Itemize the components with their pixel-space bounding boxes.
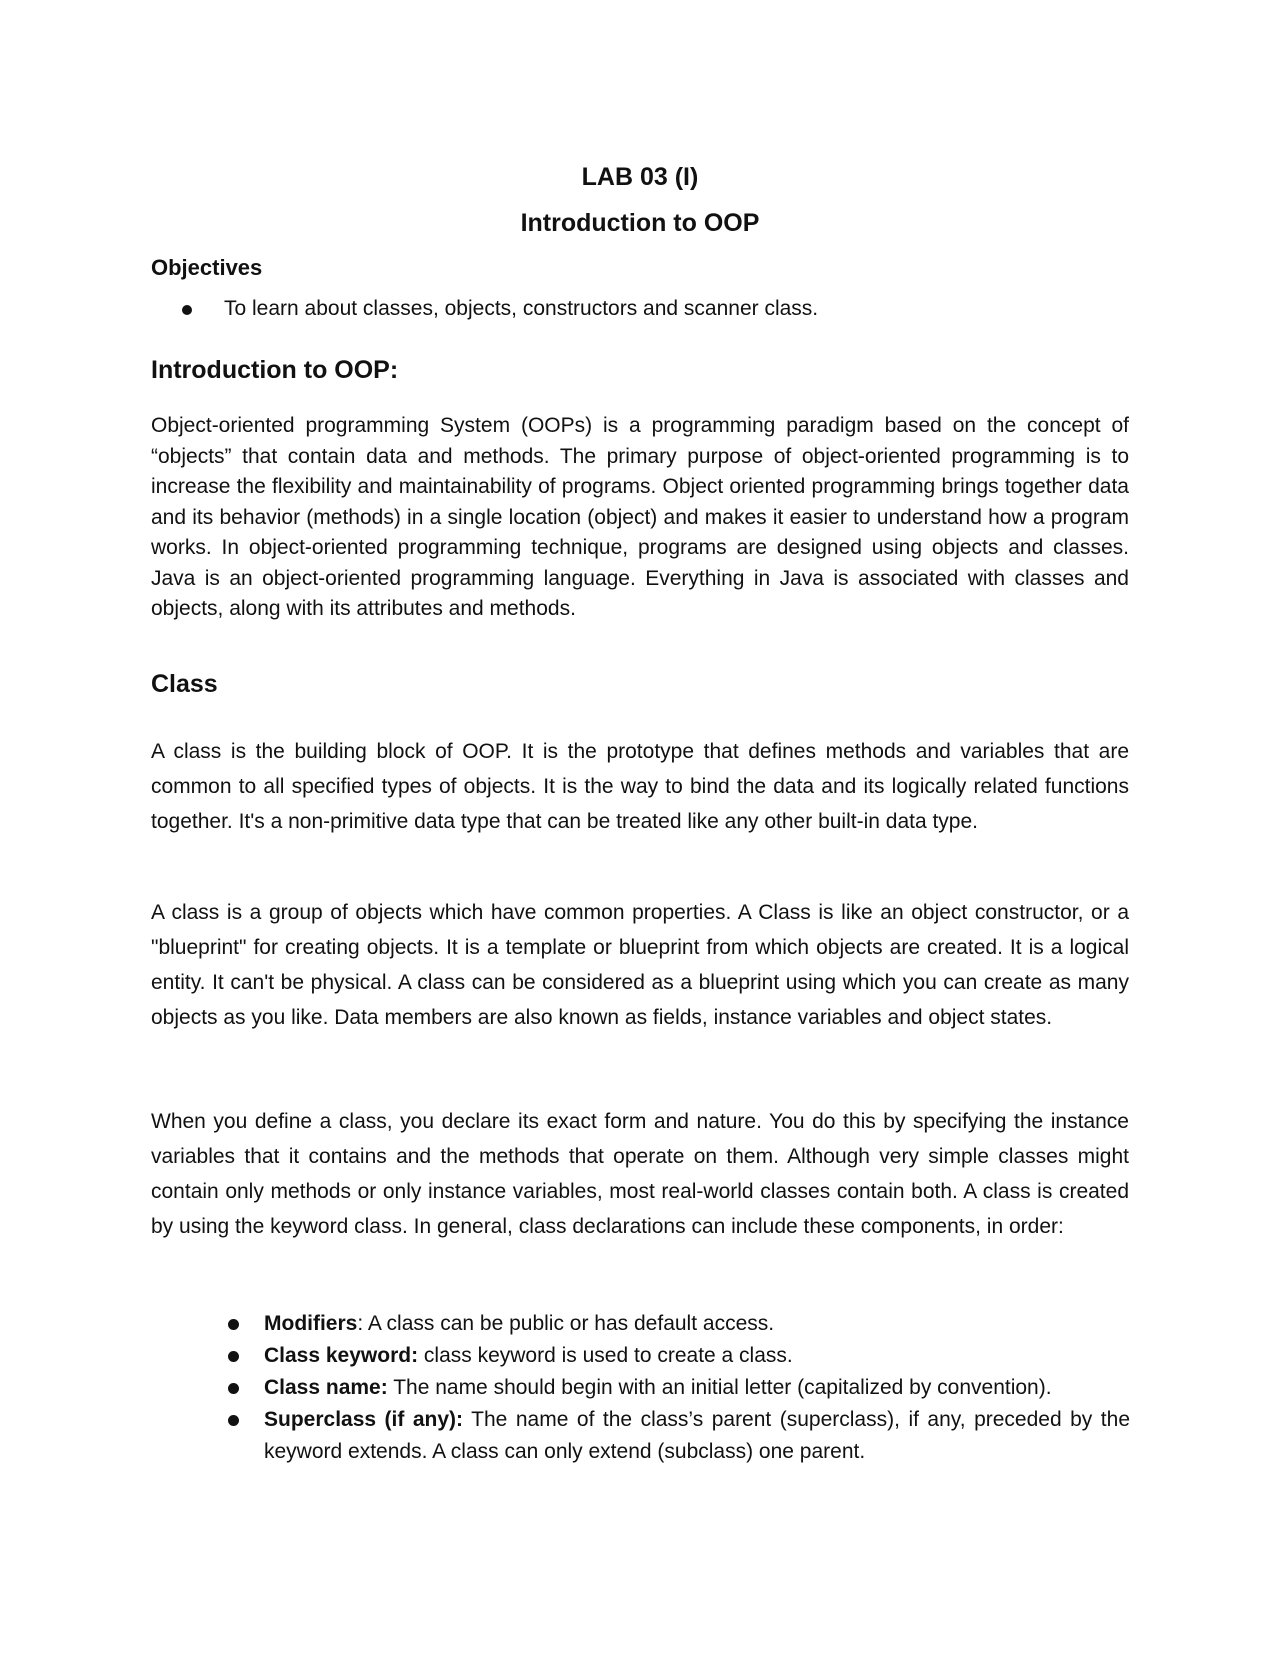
- class-paragraph-1: A class is the building block of OOP. It is the prototype that defines methods and variables that are common to all specified types of objects. It is the way to bind the data and its logically related functions together. It's a non-primitive data type that can be treated like any other built-in data type.: [151, 740, 1129, 833]
- bullet-icon: [228, 1383, 239, 1394]
- class-heading: Class: [151, 670, 218, 698]
- bullet-icon: [228, 1415, 239, 1426]
- bullet-icon: [182, 305, 192, 315]
- intro-heading: Introduction to OOP:: [151, 356, 399, 384]
- objectives-heading: Objectives: [151, 255, 263, 280]
- component-text: : A class can be public or has default access.: [357, 1312, 775, 1335]
- list-item: [228, 1372, 1130, 1404]
- component-term: Superclass (if any):: [264, 1408, 464, 1431]
- component-term: Class name:: [264, 1376, 388, 1399]
- list-item: [228, 1404, 1130, 1468]
- component-term: Class keyword:: [264, 1344, 419, 1367]
- component-text: class keyword is used to create a class.: [418, 1344, 793, 1367]
- lab-number: LAB 03 (I): [581, 163, 699, 191]
- list-item: [228, 1340, 1130, 1372]
- list-item: [228, 1308, 1130, 1340]
- component-text: The name should begin with an initial letter (capitalized by convention).: [387, 1376, 1052, 1399]
- bullet-icon: [228, 1351, 239, 1362]
- list-item: [176, 296, 1126, 322]
- component-text: The name of the class’s parent (superclass), if any, preceded by the keyword extends. A class can only extend (subclass) one parent.: [264, 1408, 1130, 1463]
- objectives-list: [176, 296, 1126, 322]
- class-paragraph-3: When you define a class, you declare its exact form and nature. You do this by specifying the instance variables that it contains and the methods that operate on them. Although very simple classes might contain only methods or only instance variables, most real-world classes contain both. A class is created by using the keyword class. In general, class declarations can include these components, in order:: [151, 1110, 1129, 1238]
- objective-text: To learn about classes, objects, constructors and scanner class.: [224, 297, 819, 320]
- intro-paragraph: Object-oriented programming System (OOPs) is a programming paradigm based on the concept of “objects” that contain data and methods. The primary purpose of object-oriented programming is to increase the flexibility and maintainability of programs. Object oriented programming brings together data and its behavior (methods) in a single location (object) and makes it easier to understand how a program works. In object-oriented programming technique, programs are designed using objects and classes. Java is an object-oriented programming language. Everything in Java is associated with classes and objects, along with its attributes and methods.: [151, 414, 1129, 620]
- bullet-icon: [228, 1319, 239, 1330]
- component-term: Modifiers: [264, 1312, 358, 1335]
- page-title: Introduction to OOP: [520, 209, 760, 237]
- components-list: [228, 1308, 1130, 1468]
- class-paragraph-2: A class is a group of objects which have common properties. A Class is like an object constructor, or a "blueprint" for creating objects. It is a template or blueprint from which objects are created. It is a logical entity. It can't be physical. A class can be considered as a blueprint using which you can create as many objects as you like. Data members are also known as fields, instance variables and object states.: [151, 901, 1129, 1029]
